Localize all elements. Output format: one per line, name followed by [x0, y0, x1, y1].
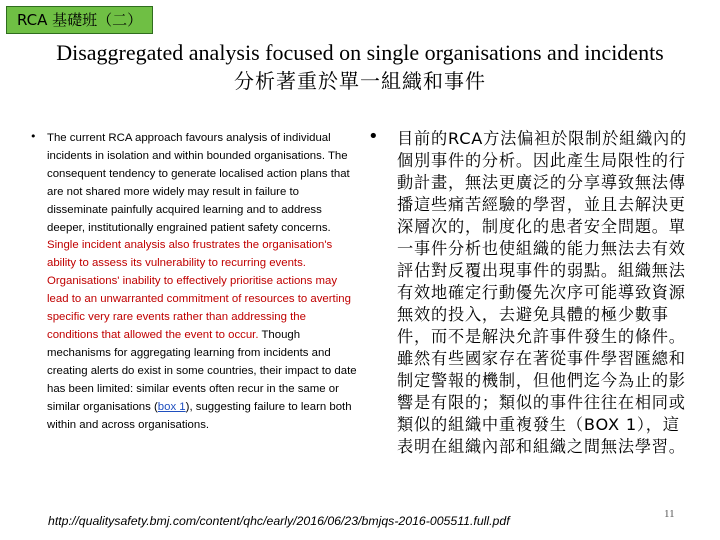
- bullet-right: •: [368, 126, 379, 147]
- bullet-left: •: [30, 130, 37, 143]
- english-text-highlighted: Single incident analysis also frustrates the organisation's ability to assess its vulnerability to recurring events. Organisations' inability to effectively prioritise actions may lead to an unwarranted commitment of resources to averting specific very rare events rather than addressing the conditions that allowed the event to occur.: [47, 239, 351, 341]
- page-number: 11: [664, 508, 675, 520]
- english-text-part-3: ), suggesting failure to learn both within and across organisations.: [47, 400, 352, 431]
- english-text-part-1: The current RCA approach favours analysis of individual incidents in isolation and within bounded organisations. The consequent tendency to generate localised action plans that are not shared more widely may result in failure to disseminate painfully acquired learning and to address deeper, institutionally engrained patient safety concerns.: [47, 132, 350, 234]
- english-paragraph: [47, 130, 357, 434]
- course-tag: RCA 基礎班（二）: [6, 6, 153, 34]
- slide-title-english: Disaggregated analysis focused on single organisations and incidents: [56, 40, 664, 65]
- box-1-link[interactable]: box 1: [157, 400, 186, 413]
- english-text-part-2: Though mechanisms for aggregating learning from incidents and creating alerts do exist in some countries, their impact to date has been limited: similar events often recur in the same or similar organisations (: [47, 328, 357, 413]
- slide-title-chinese: 分析著重於單一組織和事件: [234, 69, 486, 93]
- chinese-paragraph: 目前的RCA方法偏袒於限制於組織內的個別事件的分析。因此產生局限性的行動計畫，無法更廣泛的分享導致無法傳播這些痛苦經驗的學習，並且去解決更深層次的，制度化的患者安全問題。單一事件分析也使組織的能力無法去有效評估對反覆出現事件的弱點。組織無法有效地確定行動優先次序可能導致資源無效的投入，去避免具體的極少數事件，而不是解決允許事件發生的條件。雖然有些國家存在著從事件學習匯總和制定警報的機制，但他們迄今為止的影響是有限的；類似的事件往往在相同或類似的組織中重複發生（BOX 1），這表明在組織內部和組織之間無法學習。: [397, 129, 688, 456]
- source-url: http://qualitysafety.bmj.com/content/qhc/early/2016/06/23/bmjqs-2016-005511.full.pdf: [48, 514, 510, 528]
